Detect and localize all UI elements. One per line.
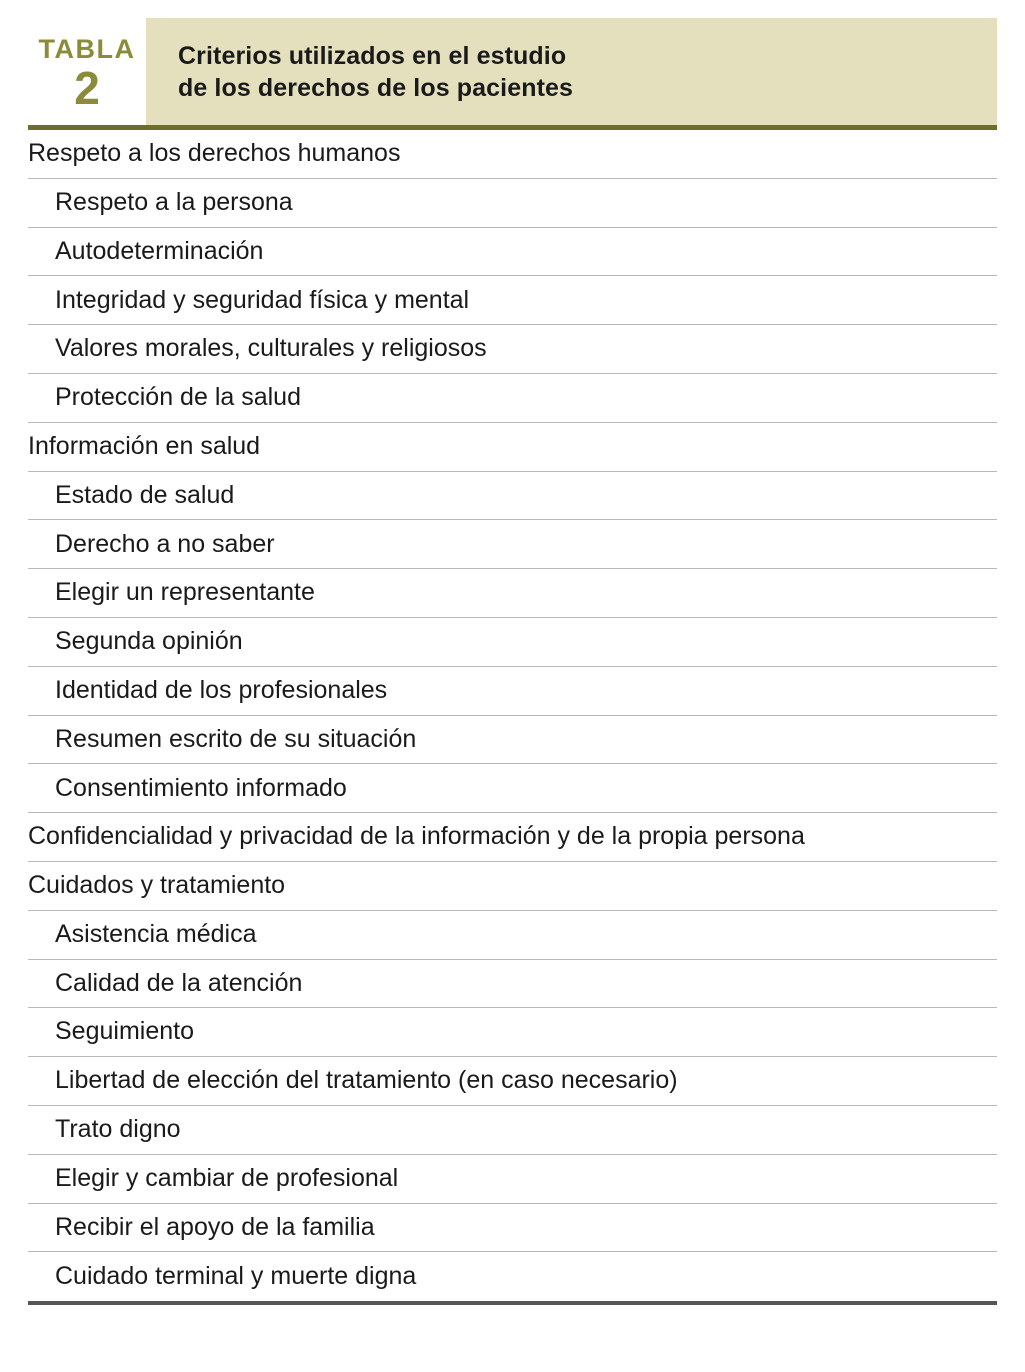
- table-number: 2: [74, 62, 100, 114]
- table-row: [28, 960, 997, 1009]
- row-label: Valores morales, culturales y religiosos: [55, 334, 487, 363]
- table-row: [28, 716, 997, 765]
- row-label: Información en salud: [28, 431, 261, 460]
- row-label: Integridad y seguridad física y mental: [55, 285, 470, 314]
- table-row: [28, 276, 997, 325]
- table-row: [28, 618, 997, 667]
- table-row: [28, 667, 997, 716]
- table-bottom-divider: [28, 1301, 997, 1305]
- row-label: Seguimiento: [55, 1017, 194, 1046]
- row-label: Identidad de los profesionales: [55, 675, 388, 704]
- table-row: [28, 472, 997, 521]
- table-number-block: [28, 18, 146, 125]
- table-title-band: [146, 18, 997, 125]
- table-row: [28, 179, 997, 228]
- table-row: [28, 374, 997, 423]
- table-row: [28, 911, 997, 960]
- row-label: Derecho a no saber: [55, 529, 275, 558]
- table-title-line-1: Criterios utilizados en el estudio: [178, 41, 567, 70]
- table-row: [28, 228, 997, 277]
- row-label: Respeto a la persona: [55, 187, 293, 216]
- table-row: [28, 569, 997, 618]
- row-label: Segunda opinión: [55, 627, 243, 656]
- row-label: Respeto a los derechos humanos: [28, 139, 401, 168]
- table-row: [28, 1204, 997, 1253]
- table-row: [28, 520, 997, 569]
- table-header: [28, 18, 997, 125]
- table-row: [28, 1008, 997, 1057]
- table-row: [28, 1252, 997, 1301]
- row-label: Elegir un representante: [55, 578, 315, 607]
- row-label: Recibir el apoyo de la familia: [55, 1212, 375, 1241]
- table-row: [28, 130, 997, 179]
- table-row: [28, 862, 997, 911]
- row-label: Consentimiento informado: [55, 773, 347, 802]
- row-label: Confidencialidad y privacidad de la información y de la propia persona: [28, 822, 805, 851]
- table-row: [28, 1057, 997, 1106]
- row-label: Resumen escrito de su situación: [55, 724, 417, 753]
- table-label-word: TABLA: [38, 34, 136, 64]
- table-row: [28, 423, 997, 472]
- row-label: Calidad de la atención: [55, 968, 303, 997]
- row-label: Cuidado terminal y muerte digna: [55, 1261, 417, 1290]
- criteria-list: [28, 130, 997, 1301]
- row-label: Estado de salud: [55, 480, 235, 509]
- row-label: Asistencia médica: [55, 919, 257, 948]
- table-row: [28, 813, 997, 862]
- table-row: [28, 1106, 997, 1155]
- row-label: Elegir y cambiar de profesional: [55, 1163, 399, 1192]
- row-label: Protección de la salud: [55, 383, 301, 412]
- row-label: Autodeterminación: [55, 236, 264, 265]
- row-label: Cuidados y tratamiento: [28, 871, 286, 900]
- table-title-line-2: de los derechos de los pacientes: [178, 73, 574, 102]
- table-row: [28, 1155, 997, 1204]
- table-row: [28, 764, 997, 813]
- table-page: [0, 18, 1025, 1372]
- table-row: [28, 325, 997, 374]
- row-label: Trato digno: [55, 1115, 181, 1144]
- row-label: Libertad de elección del tratamiento (en caso necesario): [55, 1066, 678, 1095]
